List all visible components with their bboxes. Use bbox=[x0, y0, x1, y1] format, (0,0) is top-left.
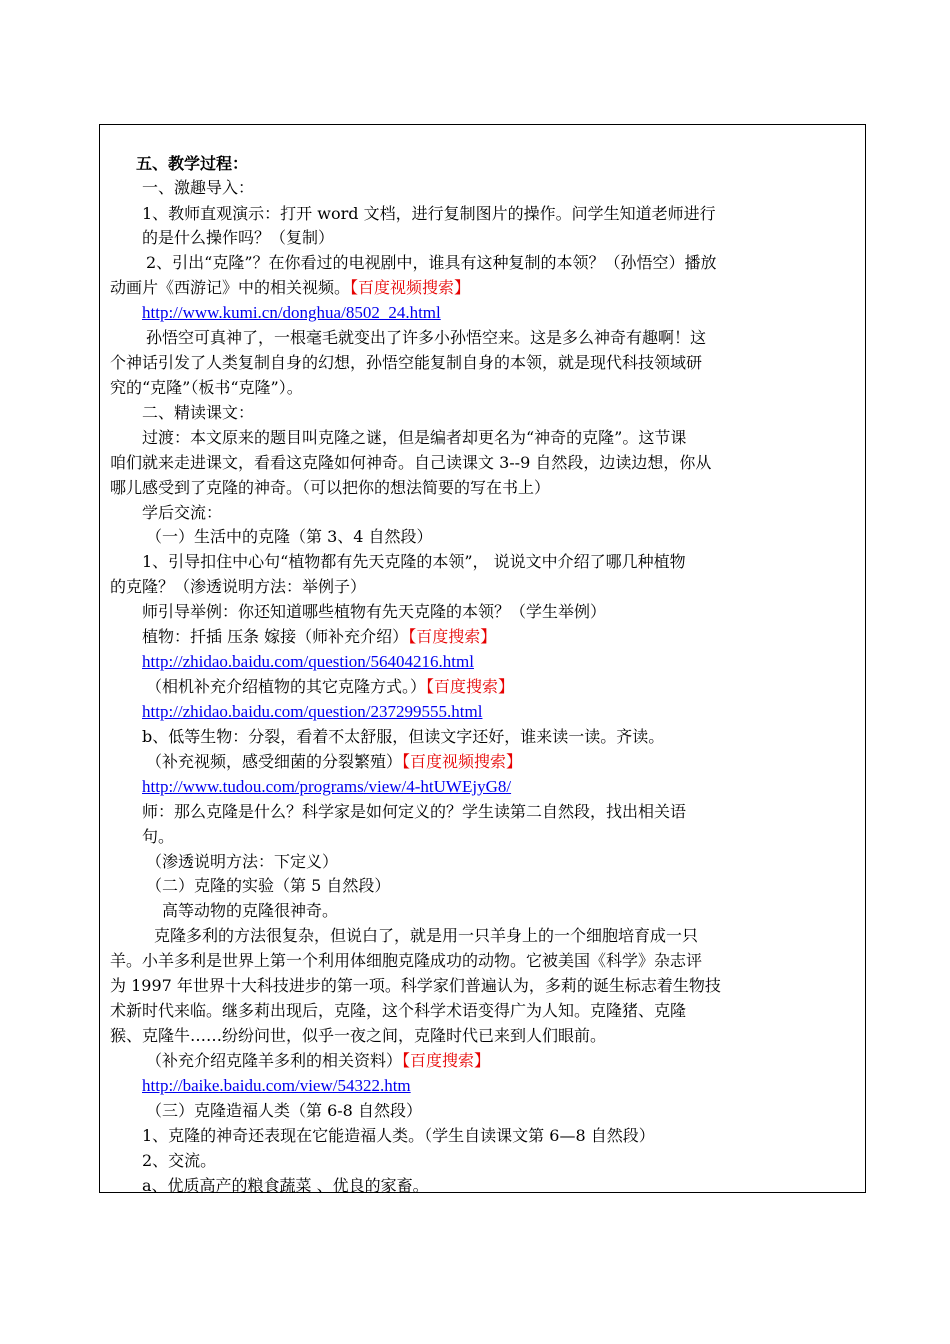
text-line bbox=[142, 825, 174, 849]
line-text: 1、克隆的神奇还表现在它能造福人类。（学生自读课文第 6—8 自然段） bbox=[142, 1126, 655, 1145]
link-line bbox=[142, 301, 441, 325]
line-text: 一、激趣导入： bbox=[142, 178, 255, 197]
line-text: 高等动物的克隆很神奇。 bbox=[162, 901, 339, 920]
text-line bbox=[146, 251, 717, 275]
text-line bbox=[142, 550, 686, 574]
text-line bbox=[142, 625, 496, 649]
text-line bbox=[142, 1124, 655, 1148]
text-line bbox=[110, 376, 303, 400]
text-line bbox=[142, 501, 222, 525]
search-tag: 【百度搜索】 bbox=[426, 677, 515, 696]
text-line bbox=[146, 874, 390, 898]
hyperlink[interactable]: http://baike.baidu.com/view/54322.htm bbox=[142, 1076, 411, 1095]
line-text: 的是什么操作吗？（复制） bbox=[142, 228, 335, 247]
text-line bbox=[142, 426, 686, 450]
text-line bbox=[142, 226, 334, 250]
line-text: （一）生活中的克隆（第 3、4 自然段） bbox=[146, 527, 433, 546]
line-text: b、低等生物：分裂，看着不太舒服，但读文字还好，谁来读一读。齐读。 bbox=[142, 727, 665, 746]
text-line bbox=[110, 351, 702, 375]
line-text: （补充视频，感受细菌的分裂繁殖） bbox=[146, 752, 403, 771]
line-text: （二）克隆的实验（第 5 自然段） bbox=[146, 876, 391, 895]
text-line bbox=[146, 525, 433, 549]
link-line bbox=[142, 650, 474, 674]
text-line bbox=[142, 600, 606, 624]
text-line bbox=[142, 176, 254, 200]
text-line bbox=[110, 276, 470, 300]
line-text: 孙悟空可真神了，一根毫毛就变出了许多小孙悟空来。这是多么神奇有趣啊！这 bbox=[146, 328, 707, 347]
line-text: 五、教学过程： bbox=[136, 154, 249, 173]
line-text: 哪儿感受到了克隆的神奇。（可以把你的想法简要的写在书上） bbox=[110, 478, 551, 497]
line-text: （补充介绍克隆羊多利的相关资料） bbox=[146, 1051, 403, 1070]
text-line bbox=[110, 451, 711, 475]
search-tag: 【百度搜索】 bbox=[402, 1051, 491, 1070]
section-heading bbox=[136, 152, 248, 176]
line-text: 的克隆？（渗透说明方法：举例子） bbox=[110, 577, 367, 596]
line-text: （三）克隆造福人类（第 6-8 自然段） bbox=[146, 1101, 422, 1120]
line-text: 2、引出“克隆”？在你看过的电视剧中，谁具有这种复制的本领？（孙悟空）播放 bbox=[146, 253, 717, 272]
search-tag: 【百度视频搜索】 bbox=[350, 278, 471, 297]
text-line bbox=[110, 476, 550, 500]
text-line bbox=[146, 1049, 490, 1073]
text-line bbox=[146, 750, 522, 774]
line-text: 猴、克隆牛……纷纷问世，似乎一夜之间，克隆时代已来到人们眼前。 bbox=[110, 1026, 607, 1045]
line-text: 学后交流： bbox=[142, 503, 223, 522]
line-text: （相机补充介绍植物的其它克隆方式。） bbox=[146, 677, 427, 696]
text-line bbox=[162, 899, 338, 923]
line-text: 过渡：本文原来的题目叫克隆之谜，但是编者却更名为“神奇的克隆”。这节课 bbox=[142, 428, 687, 447]
line-text: 咱们就来走进课文，看看这克隆如何神奇。自己读课文 3--9 自然段，边读边想，你从 bbox=[110, 453, 712, 472]
line-text: 动画片《西游记》中的相关视频。 bbox=[110, 278, 351, 297]
line-text: 术新时代来临。继多莉出现后，克隆，这个科学术语变得广为人知。克隆猪、克隆 bbox=[110, 1001, 687, 1020]
text-line bbox=[110, 974, 721, 998]
line-text: 植物：扦插 压条 嫁接（师补充介绍） bbox=[142, 627, 409, 646]
line-text: 克隆多利的方法很复杂，但说白了，就是用一只羊身上的一个细胞培育成一只 bbox=[154, 926, 699, 945]
text-line bbox=[110, 575, 366, 599]
text-line bbox=[110, 999, 686, 1023]
text-line bbox=[110, 1024, 606, 1048]
hyperlink[interactable]: http://www.tudou.com/programs/view/4-htUWEjyG8/ bbox=[142, 777, 512, 796]
line-text: 二、精读课文： bbox=[142, 403, 255, 422]
line-text: 1、引导扣住中心句“植物都有先天克隆的本领”， 说说文中介绍了哪几种植物 bbox=[142, 552, 686, 571]
line-text: a、优质高产的粮食蔬菜 、优良的家畜。 bbox=[142, 1176, 429, 1195]
text-line bbox=[146, 326, 706, 350]
line-text: 个神话引发了人类复制自身的幻想，孙悟空能复制自身的本领，就是现代科技领域研 bbox=[110, 353, 703, 372]
link-line bbox=[142, 775, 511, 799]
line-text: 师：那么克隆是什么？科学家是如何定义的？学生读第二自然段，找出相关语 bbox=[142, 802, 687, 821]
text-line bbox=[146, 675, 514, 699]
hyperlink[interactable]: http://zhidao.baidu.com/question/56404216.html bbox=[142, 652, 474, 671]
search-tag: 【百度搜索】 bbox=[408, 627, 497, 646]
line-text: 究的“克隆”（板书“克隆”）。 bbox=[110, 378, 303, 397]
line-text: 羊。小羊多利是世界上第一个利用体细胞克隆成功的动物。它被美国《科学》杂志评 bbox=[110, 951, 703, 970]
line-text: 1、教师直观演示：打开 word 文档，进行复制图片的操作。问学生知道老师进行 bbox=[142, 204, 716, 223]
line-text: 2、交流。 bbox=[142, 1151, 217, 1170]
text-line bbox=[146, 850, 338, 874]
line-text: （渗透说明方法：下定义） bbox=[146, 852, 339, 871]
text-line bbox=[142, 1149, 216, 1173]
link-line bbox=[142, 700, 482, 724]
text-line bbox=[146, 1099, 422, 1123]
text-line bbox=[142, 1174, 429, 1198]
text-line bbox=[154, 924, 698, 948]
search-tag: 【百度视频搜索】 bbox=[402, 752, 523, 771]
text-line bbox=[142, 202, 716, 226]
line-text: 为 1997 年世界十大科技进步的第一项。科学家们普遍认为，多莉的诞生标志着生物技 bbox=[110, 976, 721, 995]
hyperlink[interactable]: http://www.kumi.cn/donghua/8502_24.html bbox=[142, 303, 441, 322]
text-line bbox=[110, 949, 702, 973]
line-text: 句。 bbox=[142, 827, 175, 846]
line-text: 师引导举例：你还知道哪些植物有先天克隆的本领？（学生举例） bbox=[142, 602, 607, 621]
text-line bbox=[142, 800, 686, 824]
link-line bbox=[142, 1074, 411, 1098]
text-line bbox=[142, 401, 254, 425]
hyperlink[interactable]: http://zhidao.baidu.com/question/237299555.html bbox=[142, 702, 483, 721]
text-line bbox=[142, 725, 664, 749]
